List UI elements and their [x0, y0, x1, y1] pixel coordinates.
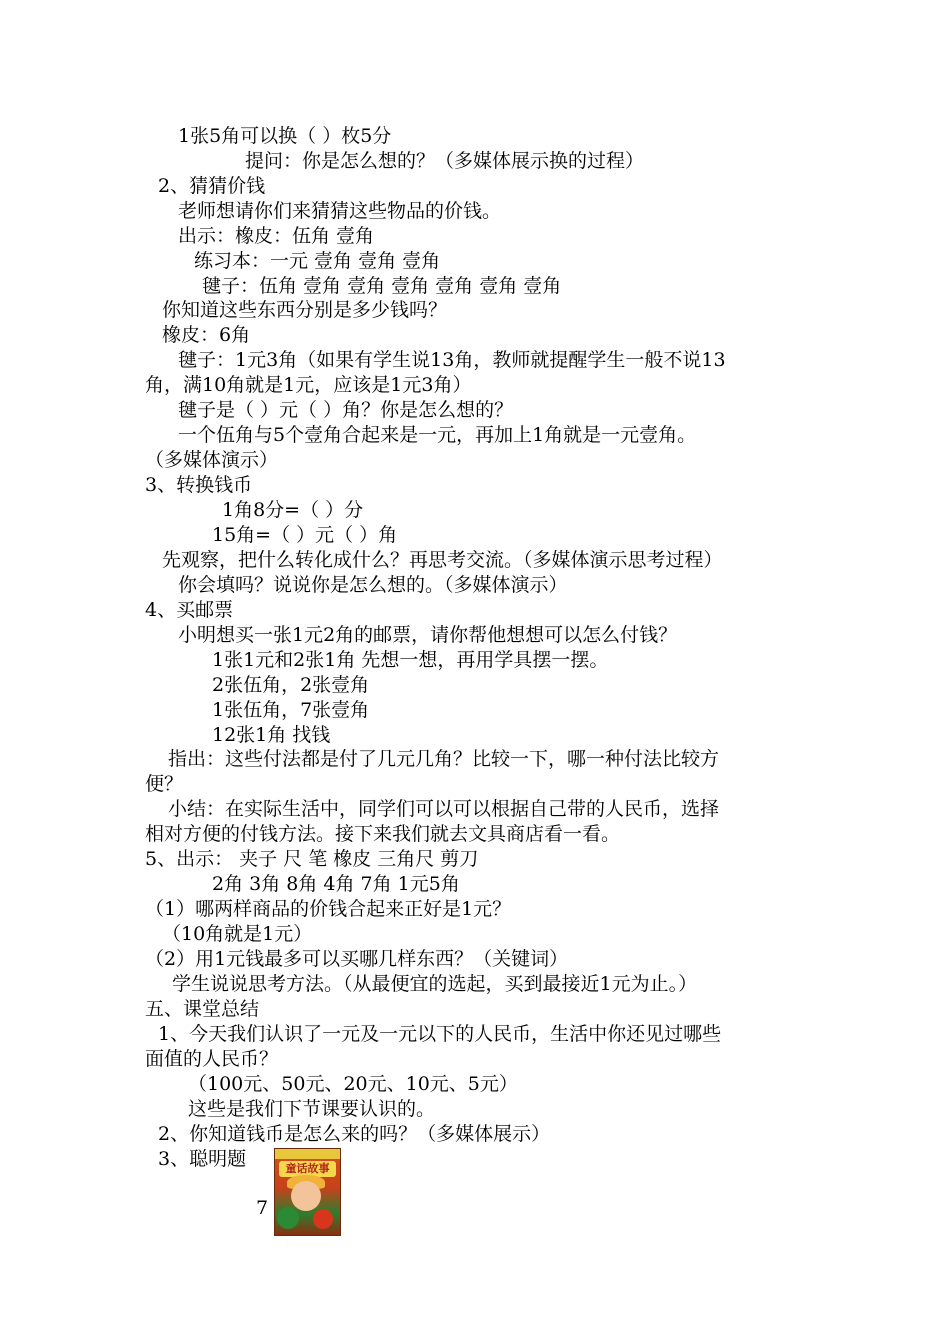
text-line: （100元、50元、20元、10元、5元） [188, 1073, 518, 1095]
section-heading: 5、出示： 夹子 尺 笔 橡皮 三角尺 剪刀 [145, 848, 479, 870]
text-line: （多媒体演示） [145, 449, 279, 471]
text-line: 小明想买一张1元2角的邮票，请你帮他想想可以怎么付钱？ [178, 624, 678, 646]
vegetable-shape [313, 1209, 333, 1229]
section-heading: 4、买邮票 [145, 599, 234, 621]
text-line: 1张伍角，7张壹角 [212, 699, 370, 721]
text-line: 毽子：1元3角（如果有学生说13角，教师就提醒学生一般不说13 [178, 349, 726, 371]
text-line: 2角 3角 8角 4角 7角 1元5角 [212, 873, 460, 895]
text-line: 指出：这些付法都是付了几元几角？比较一下，哪一种付法比较方 [168, 748, 720, 770]
text-line: 练习本：一元 壹角 壹角 壹角 [194, 250, 441, 272]
text-line: 1角8分=（ ）分 [222, 499, 364, 521]
text-line: 3、聪明题 [158, 1148, 247, 1170]
text-line: 毽子是（ ）元（ ）角？你是怎么想的？ [178, 399, 514, 421]
text-line: 你会填吗？说说你是怎么想的。（多媒体演示） [178, 574, 568, 596]
text-line: 出示：橡皮：伍角 壹角 [178, 225, 375, 247]
text-line: 1、今天我们认识了一元及一元以下的人民币，生活中你还见过哪些 [158, 1023, 722, 1045]
cover-title: 童话故事 [279, 1161, 336, 1177]
cover-top-band [275, 1149, 340, 1159]
text-line: 小结：在实际生活中，同学们可以可以根据自己带的人民币，选择 [168, 798, 720, 820]
text-line: 2张伍角，2张壹角 [212, 674, 370, 696]
text-line: 角，满10角就是1元，应该是1元3角） [145, 374, 472, 396]
text-line: 学生说说思考方法。（从最便宜的选起，买到最接近1元为止。） [172, 973, 698, 995]
section-heading: 3、转换钱币 [145, 474, 253, 496]
text-line: 1张5角可以换（ ）枚5分 [178, 125, 392, 147]
text-line: 12张1角 找钱 [212, 724, 331, 746]
text-line: 相对方便的付钱方法。接下来我们就去文具商店看一看。 [145, 823, 621, 845]
text-line: 这些是我们下节课要认识的。 [188, 1098, 436, 1120]
text-line: （2）用1元钱最多可以买哪几样东西？（关键词） [145, 948, 569, 970]
storybook-cover-image [274, 1148, 341, 1236]
section-heading: 五、课堂总结 [145, 998, 260, 1020]
section-heading: 2、猜猜价钱 [158, 175, 266, 197]
text-line: 面值的人民币？ [145, 1048, 279, 1070]
text-line: 一个伍角与5个壹角合起来是一元，再加上1角就是一元壹角。 [178, 424, 697, 446]
text-line: 提问：你是怎么想的？（多媒体展示换的过程） [245, 150, 645, 172]
text-line: （10角就是1元） [162, 923, 313, 945]
text-line: 老师想请你们来猜猜这些物品的价钱。 [178, 200, 502, 222]
text-line: 橡皮：6角 [162, 324, 251, 346]
text-line: 你知道这些东西分别是多少钱吗？ [162, 299, 448, 321]
text-line: （1）哪两样商品的价钱合起来正好是1元？ [145, 898, 512, 920]
text-line: 15角=（ ）元（ ）角 [212, 524, 398, 546]
page-number: 7 [256, 1197, 269, 1219]
vegetable-shape [277, 1207, 299, 1229]
cartoon-face [291, 1181, 321, 1211]
text-line: 1张1元和2张1角 先想一想，再用学具摆一摆。 [212, 649, 609, 671]
text-line: 先观察，把什么转化成什么？再思考交流。（多媒体演示思考过程） [162, 549, 723, 571]
text-line: 毽子：伍角 壹角 壹角 壹角 壹角 壹角 壹角 [202, 275, 562, 297]
text-line: 便？ [145, 773, 184, 795]
text-line: 2、你知道钱币是怎么来的吗？（多媒体展示） [158, 1123, 551, 1145]
